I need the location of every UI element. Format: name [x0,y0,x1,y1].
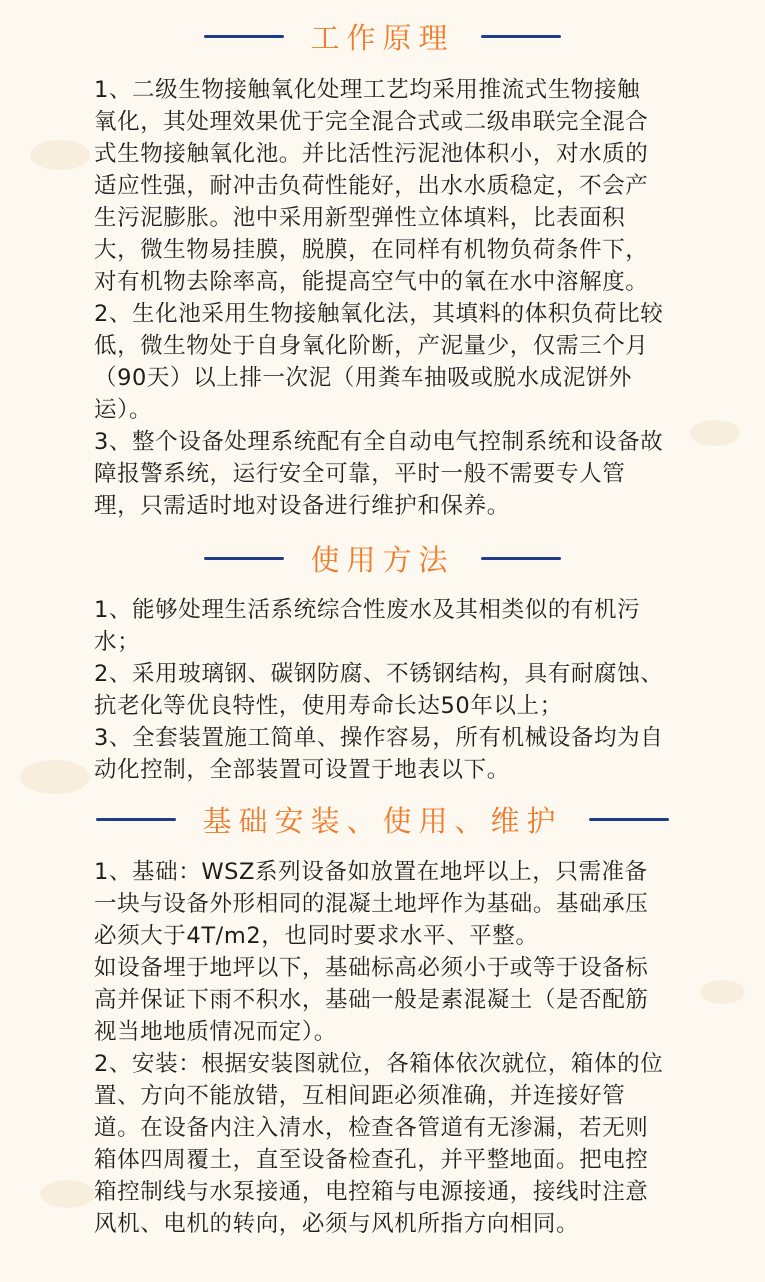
text-line: 风机、电机的转向，必须与风机所指方向相同。 [94,1211,580,1237]
text-line: 生污泥膨胀。池中采用新型弹性立体填料，比表面积 [94,205,626,231]
text-line: 高并保证下雨不积水，基础一般是素混凝土（是否配筋 [94,987,649,1013]
section-heading-usage [0,536,765,580]
text-line: 如设备埋于地坪以下，基础标高必须小于或等于设备标 [94,955,649,981]
text-line: 2、生化池采用生物接触氧化法，其填料的体积负荷比较 [94,301,664,327]
background-texture [40,1180,95,1208]
text-line: 大，微生物易挂膜，脱膜，在同样有机物负荷条件下， [94,237,649,263]
section-title: 基础安装、使用、维护 [202,803,563,838]
section-body-working-principle [94,74,694,522]
text-line: （90天）以上排一次泥（用粪车抽吸或脱水成泥饼外 [94,365,633,391]
section-title: 使用方法 [310,542,455,577]
text-line: 抗老化等优良特性，使用寿命长达50年以上； [94,693,563,719]
text-line: 氧化，其处理效果优于完全混合式或二级串联完全混合 [94,109,649,135]
text-line: 箱体四周覆土，直至设备检查孔，并平整地面。把电控 [94,1147,649,1173]
text-line: 视当地地质情况而定）。 [94,1019,337,1045]
text-line: 箱控制线与水泵接通，电控箱与电源接通，接线时注意 [94,1179,649,1205]
section-body-usage [94,594,694,786]
text-line: 3、全套装置施工简单、操作容易，所有机械设备均为自 [94,725,664,751]
text-line: 理，只需适时地对设备进行维护和保养。 [94,493,510,519]
text-line: 运）。 [94,397,153,423]
text-line: 适应性强，耐冲击负荷性能好，出水水质稳定，不会产 [94,173,649,199]
heading-rule-left [204,35,284,38]
text-line: 动化控制，全部装置可设置于地表以下。 [94,757,510,783]
background-texture [30,140,90,170]
heading-rule-right [589,818,669,821]
text-line: 障报警系统，运行安全可靠，平时一般不需要专人管 [94,461,626,487]
heading-rule-right [481,557,561,560]
text-line: 1、二级生物接触氧化处理工艺均采用推流式生物接触 [94,77,641,103]
background-texture [700,980,745,1004]
text-line: 2、安装：根据安装图就位，各箱体依次就位，箱体的位 [94,1051,664,1077]
background-texture [20,760,90,794]
section-heading-working-principle [0,14,765,58]
section-heading-installation [0,797,765,841]
background-texture [690,420,740,446]
text-line: 道。在设备内注入清水，检查各管道有无渗漏，若无则 [94,1115,649,1141]
section-body-installation [94,856,694,1240]
text-line: 对有机物去除率高，能提高空气中的氧在水中溶解度。 [94,269,649,295]
heading-rule-left [96,818,176,821]
text-line: 2、采用玻璃钢、碳钢防腐、不锈钢结构，具有耐腐蚀、 [94,661,664,687]
text-line: 低，微生物处于自身氧化阶断，产泥量少，仅需三个月 [94,333,649,359]
text-line: 3、整个设备处理系统配有全自动电气控制系统和设备故 [94,429,664,455]
text-line: 1、基础：WSZ系列设备如放置在地坪以上，只需准备 [94,859,648,885]
heading-rule-left [204,557,284,560]
section-title: 工作原理 [310,20,455,55]
text-line: 必须大于4T/m2，也同时要求水平、平整。 [94,923,539,949]
heading-rule-right [481,35,561,38]
text-line: 置、方向不能放错，互相间距必须准确，并连接好管 [94,1083,626,1109]
text-line: 水； [94,629,141,655]
text-line: 式生物接触氧化池。并比活性污泥池体积小，对水质的 [94,141,649,167]
text-line: 1、能够处理生活系统综合性废水及其相类似的有机污 [94,597,641,623]
text-line: 一块与设备外形相同的混凝土地坪作为基础。基础承压 [94,891,649,917]
